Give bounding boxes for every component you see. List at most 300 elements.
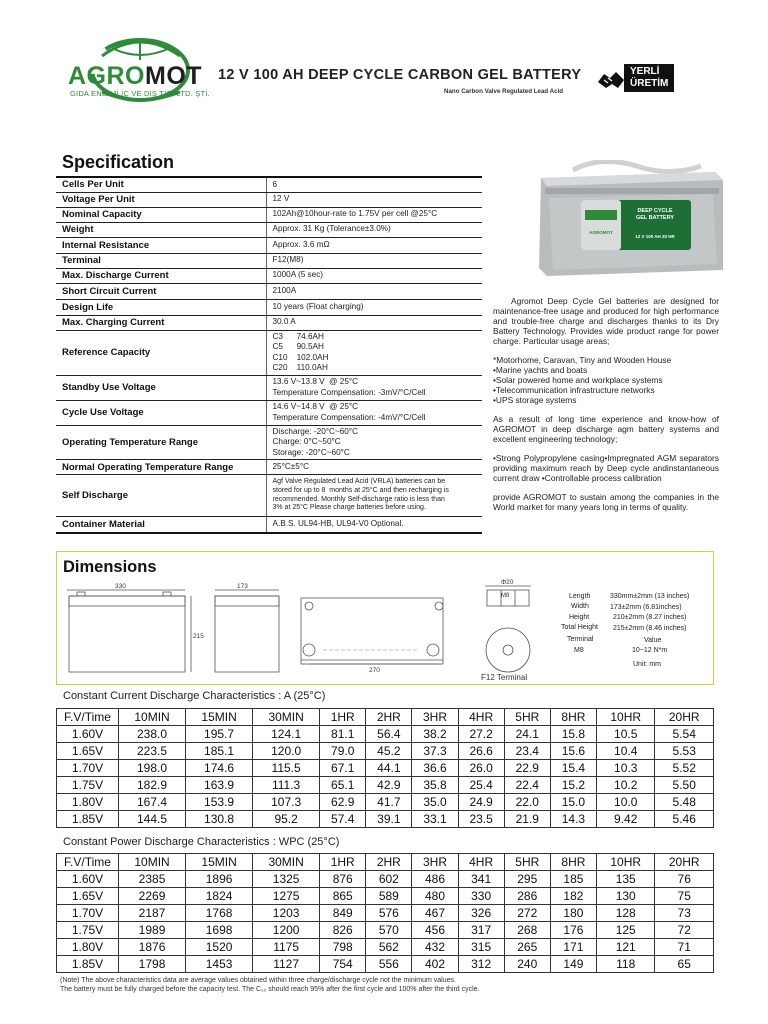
table-cell: 1325: [253, 871, 320, 888]
spec-label: Cycle Use Voltage: [56, 400, 266, 425]
spec-label: Standby Use Voltage: [56, 375, 266, 400]
usage-item: •Marine yachts and boats: [493, 365, 588, 375]
table-cell: 121: [596, 939, 654, 956]
table-cell: 22.9: [504, 760, 550, 777]
document-title: 12 V 100 AH DEEP CYCLE CARBON GEL BATTERY: [218, 67, 582, 83]
spec-row: [56, 283, 482, 299]
spec-row: [56, 192, 482, 207]
table-cell: 1520: [186, 939, 253, 956]
table-cell: 65.1: [320, 777, 366, 794]
spec-value-line: Charge: 0°C~50°C: [272, 437, 341, 446]
table-header-cell: 5HR: [504, 709, 550, 726]
table-cell: 72: [655, 922, 714, 939]
footnote: [60, 976, 480, 994]
spec-length-value: 330mm±2mm (13 inches): [610, 593, 690, 600]
specification-table: [56, 176, 482, 534]
table-cell: 5.53: [655, 743, 714, 760]
table-cell: 15.0: [550, 794, 596, 811]
table-cell: 1798: [119, 956, 186, 973]
table-row: [57, 956, 714, 973]
table-cell: 2269: [119, 888, 186, 905]
table-cell: 182.9: [119, 777, 186, 794]
spec-row: [56, 330, 482, 375]
table-header-cell: 15MIN: [186, 854, 253, 871]
table-cell: 1768: [186, 905, 253, 922]
spec-value-line: C10 102.0AH: [272, 352, 329, 362]
table-cell: 223.5: [119, 743, 186, 760]
table-header-cell: 15MIN: [186, 709, 253, 726]
table-header-cell: 1HR: [320, 709, 366, 726]
spec-value-line: Storage: -20°C~60°C: [272, 447, 350, 457]
table-cell: 9.42: [596, 811, 654, 828]
table-cell: 107.3: [253, 794, 320, 811]
table-cell: 865: [320, 888, 366, 905]
spec-label: Self Discharge: [56, 475, 266, 517]
terminal-thread-label: M8: [501, 593, 510, 599]
table-cell: 1203: [253, 905, 320, 922]
spec-row: [56, 222, 482, 237]
table-cell: 1200: [253, 922, 320, 939]
dimensions-heading: Dimensions: [63, 558, 157, 576]
table-cell: 44.1: [366, 760, 412, 777]
table-header-cell: 30MIN: [253, 709, 320, 726]
spec-value-line: stored for up to 8 months at 25°C and then recharging is: [272, 486, 449, 494]
spec-value: 102Ah@10hour-rate to 1.75V per cell @25°C: [266, 207, 482, 222]
table-cell: 754: [320, 956, 366, 973]
table-row: [57, 794, 714, 811]
table-cell: 326: [458, 905, 504, 922]
table-cell: 5.46: [655, 811, 714, 828]
table-row: [57, 811, 714, 828]
table-cell: 1.85V: [57, 811, 119, 828]
spec-value-line: recommended. Monthly Self-discharge ratio is less than: [272, 495, 445, 503]
spec-value-line: 14.6 V~14.8 V @ 25°C: [272, 402, 359, 411]
table-cell: 5.48: [655, 794, 714, 811]
table-cell: 849: [320, 905, 366, 922]
spec-value: 2100A: [266, 283, 482, 299]
spec-label: Operating Temperature Range: [56, 425, 266, 460]
side-depth-label: 173: [237, 583, 248, 590]
table-cell: 238.0: [119, 726, 186, 743]
spec-value-line: 13.6 V~13.8 V @ 25°C: [272, 377, 359, 386]
table-row: [57, 760, 714, 777]
table-cell: 570: [366, 922, 412, 939]
table-cell: 576: [366, 905, 412, 922]
spec-row: [56, 299, 482, 315]
spec-value: A.B.S. UL94-HB, UL94-V0 Optional.: [266, 517, 482, 533]
table-row: [57, 726, 714, 743]
description-features: •Strong Polypropylene casing•Impregnated AGM separators providing maximum reach by Deep cycle andinstantaneous current draw •Controllable process calibration: [493, 453, 719, 483]
table-cell: 111.3: [253, 777, 320, 794]
unit-label: Unit: mm: [633, 661, 661, 668]
footnote-line2: The battery must be fully charged before the capacity test. The C₁₀ should reach 95% after the first cycle and 100% after the third cycle.: [60, 986, 480, 993]
constant-current-table: [56, 708, 714, 828]
table-cell: 268: [504, 922, 550, 939]
table-cell: 10.3: [596, 760, 654, 777]
spec-label: Container Material: [56, 517, 266, 533]
table-cell: 130: [596, 888, 654, 905]
table-row: [57, 939, 714, 956]
table-row: [57, 777, 714, 794]
table-cell: 15.8: [550, 726, 596, 743]
table-cell: 1175: [253, 939, 320, 956]
table-cell: 26.0: [458, 760, 504, 777]
table-cell: 75: [655, 888, 714, 905]
table-cell: 81.1: [320, 726, 366, 743]
table-cell: 1824: [186, 888, 253, 905]
table-cell: 265: [504, 939, 550, 956]
table-header-cell: F.V/Time: [57, 709, 119, 726]
table-cell: 118: [596, 956, 654, 973]
spec-value: F12(M8): [266, 253, 482, 268]
table-cell: 1698: [186, 922, 253, 939]
handshake-icon: [596, 64, 626, 92]
battery-brand: AGROMOT: [589, 230, 613, 235]
table-cell: 153.9: [186, 794, 253, 811]
table-cell: 1453: [186, 956, 253, 973]
spec-value: [266, 425, 482, 460]
spec-value-line: Discharge: -20°C~60°C: [272, 426, 359, 436]
table-cell: 24.1: [504, 726, 550, 743]
table-cell: 180: [550, 905, 596, 922]
table-cell: 95.2: [253, 811, 320, 828]
table-cell: 45.2: [366, 743, 412, 760]
spec-value: [266, 330, 482, 375]
table-header-cell: 2HR: [366, 854, 412, 871]
table-cell: 79.0: [320, 743, 366, 760]
table-header-cell: 10MIN: [119, 709, 186, 726]
terminal-spacing-label: 270: [369, 667, 380, 674]
description-uses: [493, 355, 719, 405]
table-row: [57, 871, 714, 888]
table-cell: 432: [412, 939, 458, 956]
table-cell: 15.2: [550, 777, 596, 794]
spec-label: Reference Capacity: [56, 330, 266, 375]
table-cell: 128: [596, 905, 654, 922]
battery-product-image: [533, 160, 729, 278]
table-cell: 2385: [119, 871, 186, 888]
height-label: 215: [193, 633, 204, 640]
table-cell: 163.9: [186, 777, 253, 794]
table-cell: 1.65V: [57, 888, 119, 905]
spec-row: [56, 475, 482, 517]
spec-value-line: Temperature Compensation: -3mV/°C/Cell: [272, 387, 426, 397]
table-header-cell: 8HR: [550, 854, 596, 871]
table-cell: 1.65V: [57, 743, 119, 760]
table-header-cell: 10HR: [596, 709, 654, 726]
table-cell: 826: [320, 922, 366, 939]
table-cell: 5.52: [655, 760, 714, 777]
table-cell: 130.8: [186, 811, 253, 828]
spec-label: Design Life: [56, 299, 266, 315]
spec-label: Nominal Capacity: [56, 207, 266, 222]
spec-length-label: Length: [569, 593, 591, 600]
table-cell: 467: [412, 905, 458, 922]
description-intro: Agromot Deep Cycle Gel batteries are designed for maintenance-free usage and produced for high performance and trouble-free charge and discharges thanks to its Dry Battery Technology. Provides wide product range for power charge. Particular usage areas;: [493, 296, 719, 346]
table-cell: 1.80V: [57, 939, 119, 956]
spec-width-value: 173±2mm (6.81inches): [610, 604, 682, 611]
table-cell: 26.6: [458, 743, 504, 760]
logo-subtitle: GIDA ENERJİ İÇ VE DIŞ TİC. LTD. ŞTİ.: [70, 89, 210, 98]
table-cell: 876: [320, 871, 366, 888]
battery-label-line2: GEL BATTERY: [635, 215, 675, 221]
spec-label: Weight: [56, 222, 266, 237]
spec-label: Cells Per Unit: [56, 177, 266, 192]
table-cell: 22.0: [504, 794, 550, 811]
table-cell: 456: [412, 922, 458, 939]
table-cell: 135: [596, 871, 654, 888]
table-row: [57, 888, 714, 905]
torque-value-header: Value: [644, 637, 662, 644]
spec-label: Short Circuit Current: [56, 283, 266, 299]
spec-value-line: C3 74.6AH: [272, 331, 324, 341]
table-cell: 120.0: [253, 743, 320, 760]
table-cell: 23.5: [458, 811, 504, 828]
spec-label: Internal Resistance: [56, 237, 266, 253]
table-cell: 41.7: [366, 794, 412, 811]
cc-table-caption: Constant Current Discharge Characteristics : A (25°C): [63, 690, 326, 702]
table-cell: 1876: [119, 939, 186, 956]
spec-row: [56, 400, 482, 425]
table-cell: 14.3: [550, 811, 596, 828]
product-description: [493, 296, 719, 521]
spec-value-line: C20 110.0AH: [272, 363, 328, 372]
yerli-uretim-badge: YERLİ ÜRETİM: [596, 64, 674, 92]
spec-row: [56, 460, 482, 475]
table-header-cell: 4HR: [458, 854, 504, 871]
table-cell: 589: [366, 888, 412, 905]
spec-row: [56, 207, 482, 222]
table-cell: 167.4: [119, 794, 186, 811]
table-cell: 35.8: [412, 777, 458, 794]
spec-value: 12 V: [266, 192, 482, 207]
spec-row: [56, 253, 482, 268]
logo-wordmark: AGROMOT: [68, 62, 203, 90]
cp-table-caption: Constant Power Discharge Characteristics : WPC (25°C): [63, 836, 340, 848]
spec-row: [56, 315, 482, 330]
battery-label-line3: 12 V 100 AH 20 HR: [635, 234, 675, 239]
table-cell: 144.5: [119, 811, 186, 828]
table-header-row: [57, 854, 714, 871]
terminal-name-label: F12 Terminal: [481, 673, 528, 682]
spec-value: 25°C±5°C: [266, 460, 482, 475]
usage-item: •Solar powered home and workplace systems: [493, 375, 663, 385]
table-cell: 57.4: [320, 811, 366, 828]
table-cell: 5.50: [655, 777, 714, 794]
table-cell: 21.9: [504, 811, 550, 828]
table-cell: 317: [458, 922, 504, 939]
specification-heading: Specification: [62, 152, 175, 172]
table-cell: 1.60V: [57, 871, 119, 888]
table-header-cell: 10HR: [596, 854, 654, 871]
table-cell: 1.75V: [57, 777, 119, 794]
table-cell: 23.4: [504, 743, 550, 760]
table-cell: 185: [550, 871, 596, 888]
table-cell: 15.4: [550, 760, 596, 777]
table-cell: 315: [458, 939, 504, 956]
table-cell: 1.75V: [57, 922, 119, 939]
table-cell: 39.1: [366, 811, 412, 828]
table-header-cell: 4HR: [458, 709, 504, 726]
spec-label: Max. Charging Current: [56, 315, 266, 330]
table-cell: 295: [504, 871, 550, 888]
constant-power-table: [56, 853, 714, 973]
dimensions-section: [56, 551, 714, 685]
torque-terminal: M8: [574, 647, 584, 654]
table-row: [57, 905, 714, 922]
table-cell: 73: [655, 905, 714, 922]
usage-item: *Motorhome, Caravan, Tiny and Wooden House: [493, 355, 672, 365]
spec-value: 30.0 A: [266, 315, 482, 330]
spec-value: [266, 400, 482, 425]
spec-row: [56, 425, 482, 460]
table-cell: 198.0: [119, 760, 186, 777]
table-cell: 10.5: [596, 726, 654, 743]
usage-item: •UPS storage systems: [493, 395, 577, 405]
front-width-label: 330: [115, 583, 126, 590]
table-cell: 330: [458, 888, 504, 905]
table-cell: 38.2: [412, 726, 458, 743]
table-cell: 33.1: [412, 811, 458, 828]
spec-value: [266, 375, 482, 400]
spec-label: Normal Operating Temperature Range: [56, 460, 266, 475]
table-cell: 480: [412, 888, 458, 905]
table-header-cell: 20HR: [655, 709, 714, 726]
torque-terminal-header: Terminal: [567, 636, 594, 643]
footnote-line1: (Note) The above characteristics data are average values obtained within three charge/discharge cycle not the minimum values.: [60, 977, 456, 984]
spec-value: 10 years (Float charging): [266, 299, 482, 315]
table-cell: 286: [504, 888, 550, 905]
spec-row: [56, 268, 482, 283]
table-cell: 56.4: [366, 726, 412, 743]
spec-height-label: Height: [569, 614, 590, 621]
spec-row: [56, 237, 482, 253]
table-cell: 185.1: [186, 743, 253, 760]
table-cell: 76: [655, 871, 714, 888]
table-cell: 115.5: [253, 760, 320, 777]
table-header-cell: F.V/Time: [57, 854, 119, 871]
table-cell: 240: [504, 956, 550, 973]
spec-value-line: Temperature Compensation: -4mV/°C/Cell: [272, 412, 426, 422]
table-cell: 195.7: [186, 726, 253, 743]
table-header-cell: 2HR: [366, 709, 412, 726]
spec-value-line: 3% at 25°C Please charge batteries before using.: [272, 504, 426, 512]
spec-total-height-value: 215±2mm (8.46 inches): [613, 625, 687, 632]
terminal-diameter-label: Φ20: [501, 579, 514, 586]
table-cell: 1.70V: [57, 760, 119, 777]
table-cell: 10.2: [596, 777, 654, 794]
table-header-cell: 3HR: [412, 709, 458, 726]
spec-value: 6: [266, 177, 482, 192]
spec-value: Approx. 31 Kg (Tolerance±3.0%): [266, 222, 482, 237]
table-cell: 1.70V: [57, 905, 119, 922]
spec-row: [56, 517, 482, 533]
table-cell: 486: [412, 871, 458, 888]
table-cell: 35.0: [412, 794, 458, 811]
spec-value: 1000A (5 sec): [266, 268, 482, 283]
spec-width-label: Width: [571, 603, 589, 610]
spec-row: [56, 375, 482, 400]
table-cell: 341: [458, 871, 504, 888]
spec-row: [56, 177, 482, 192]
torque-value: 10~12 N*m: [632, 647, 668, 654]
table-cell: 171: [550, 939, 596, 956]
table-cell: 562: [366, 939, 412, 956]
spec-value-line: Agf Valve Regulated Lead Acid (VRLA) batteries can be: [272, 478, 446, 486]
table-cell: 5.54: [655, 726, 714, 743]
table-header-cell: 5HR: [504, 854, 550, 871]
table-cell: 67.1: [320, 760, 366, 777]
table-header-cell: 1HR: [320, 854, 366, 871]
document-subtitle: Nano Carbon Valve Regulated Lead Acid: [444, 88, 564, 95]
spec-value: [266, 475, 482, 517]
description-closing: provide AGROMOT to sustain among the companies in the World market for many years long in terms of quality.: [493, 492, 719, 512]
spec-total-height-label: Total Height: [561, 624, 598, 631]
usage-item: •Telecommunication infrastructure networks: [493, 385, 655, 395]
table-cell: 149: [550, 956, 596, 973]
spec-label: Terminal: [56, 253, 266, 268]
table-cell: 174.6: [186, 760, 253, 777]
table-cell: 24.9: [458, 794, 504, 811]
table-cell: 62.9: [320, 794, 366, 811]
table-cell: 402: [412, 956, 458, 973]
table-row: [57, 922, 714, 939]
table-cell: 1.60V: [57, 726, 119, 743]
table-cell: 71: [655, 939, 714, 956]
table-cell: 1.80V: [57, 794, 119, 811]
table-cell: 65: [655, 956, 714, 973]
table-cell: 798: [320, 939, 366, 956]
table-cell: 1127: [253, 956, 320, 973]
table-cell: 1275: [253, 888, 320, 905]
table-header-cell: 8HR: [550, 709, 596, 726]
table-cell: 124.1: [253, 726, 320, 743]
table-cell: 1989: [119, 922, 186, 939]
table-cell: 22.4: [504, 777, 550, 794]
table-header-row: [57, 709, 714, 726]
table-cell: 312: [458, 956, 504, 973]
spec-value: Approx. 3.6 mΩ: [266, 237, 482, 253]
table-row: [57, 743, 714, 760]
table-header-cell: 20HR: [655, 854, 714, 871]
spec-label: Voltage Per Unit: [56, 192, 266, 207]
table-cell: 556: [366, 956, 412, 973]
table-cell: 182: [550, 888, 596, 905]
table-cell: 15.6: [550, 743, 596, 760]
table-header-cell: 30MIN: [253, 854, 320, 871]
table-cell: 10.4: [596, 743, 654, 760]
table-cell: 42.9: [366, 777, 412, 794]
table-cell: 602: [366, 871, 412, 888]
table-header-cell: 3HR: [412, 854, 458, 871]
company-logo: [62, 32, 222, 102]
table-cell: 176: [550, 922, 596, 939]
table-cell: 1.85V: [57, 956, 119, 973]
table-cell: 1896: [186, 871, 253, 888]
table-header-cell: 10MIN: [119, 854, 186, 871]
table-cell: 36.6: [412, 760, 458, 777]
description-experience: As a result of long time experience and know-how of AGROMOT in deep discharge agm battery systems and excellent engineering technology;: [493, 414, 719, 444]
table-cell: 10.0: [596, 794, 654, 811]
table-cell: 125: [596, 922, 654, 939]
table-cell: 37.3: [412, 743, 458, 760]
table-cell: 27.2: [458, 726, 504, 743]
spec-label: Max. Discharge Current: [56, 268, 266, 283]
table-cell: 272: [504, 905, 550, 922]
spec-value-line: C5 90.5AH: [272, 342, 324, 351]
table-cell: 25.4: [458, 777, 504, 794]
battery-label-line1: DEEP CYCLE: [637, 208, 673, 214]
